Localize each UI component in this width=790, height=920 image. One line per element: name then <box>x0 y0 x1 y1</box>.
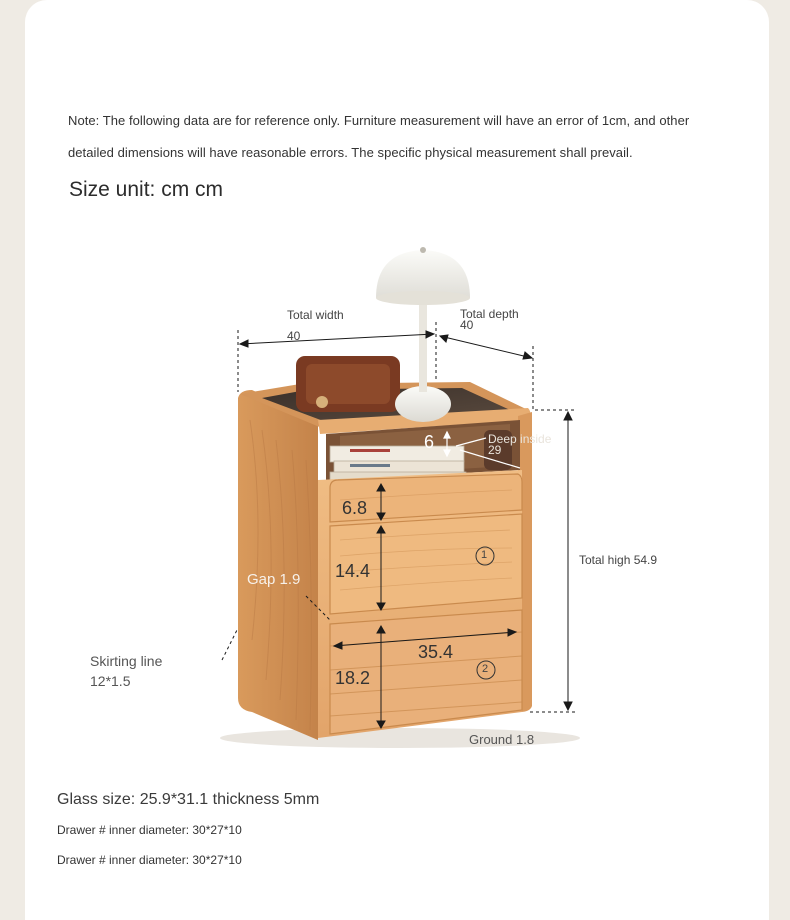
size-unit-heading: Size unit: cm cm <box>69 178 224 201</box>
drawer-1-marker: 1 <box>481 549 488 561</box>
bottom-drawer-height: 18.2 <box>335 668 371 688</box>
note-line-1: Note: The following data are for reference only. Furniture measurement will have an error of 1cm, and other <box>68 113 690 128</box>
drawer-width: 35.4 <box>418 642 454 662</box>
total-width-value: 40 <box>287 329 301 343</box>
total-depth-label: Total depth <box>460 307 519 321</box>
open-shelf-height: 6 <box>424 432 435 452</box>
gap-label: Gap 1.9 <box>247 571 301 588</box>
total-high-label: Total high 54.9 <box>579 553 658 567</box>
skirting-label: Skirting line <box>90 653 163 669</box>
radio-object <box>296 356 400 412</box>
middle-drawer-height: 14.4 <box>335 561 371 581</box>
glass-size-text: Glass size: 25.9*31.1 thickness 5mm <box>57 791 320 808</box>
total-width-label: Total width <box>287 308 344 322</box>
note-line-2: detailed dimensions will have reasonable errors. The specific physical measurement shall prevail. <box>68 145 633 160</box>
top-drawer-height: 6.8 <box>342 498 368 518</box>
left-side-panel <box>238 390 318 740</box>
skirting-value: 12*1.5 <box>90 673 131 689</box>
deep-inside-value: 29 <box>488 443 502 457</box>
deep-inside-label: Deep inside <box>488 432 552 446</box>
drawer-2-marker: 2 <box>482 663 489 675</box>
total-depth-value: 40 <box>460 318 474 332</box>
drawer-inner-text-2: Drawer # inner diameter: 30*27*10 <box>57 853 242 867</box>
drawer-inner-text-1: Drawer # inner diameter: 30*27*10 <box>57 823 242 837</box>
ground-label: Ground 1.8 <box>469 732 535 747</box>
